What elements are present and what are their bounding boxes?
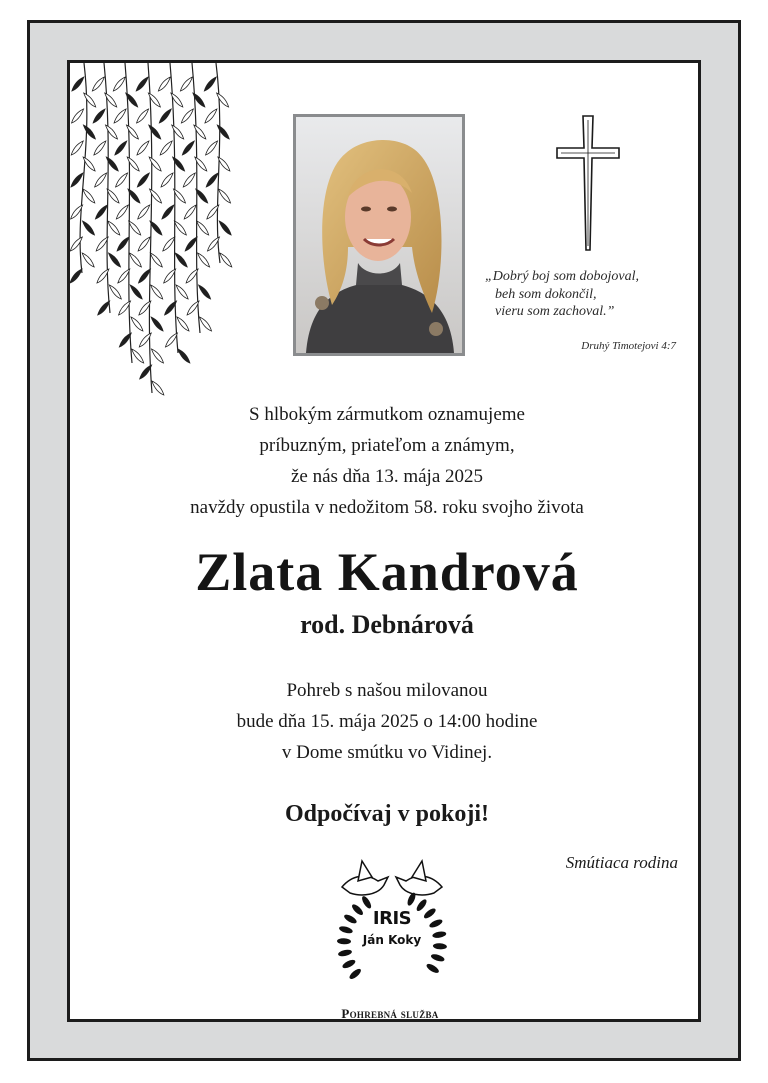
- outer-frame: [27, 20, 741, 1061]
- farewell-text: Odpočívaj v pokoji!: [284, 801, 490, 827]
- announcement-line: že nás dňa 13. mája 2025: [290, 466, 484, 487]
- announcement-line: navždy opustila v nedožitom 58. roku svojho života: [190, 497, 584, 518]
- maiden-name: rod. Debnárová: [300, 610, 474, 639]
- verse-line: „Dobrý boj som dobojoval,: [485, 269, 639, 284]
- announcement-text: [70, 399, 704, 523]
- funeral-details: [70, 675, 704, 768]
- verse-line: vieru som zachoval.”: [495, 304, 615, 319]
- obituary-card: [67, 60, 701, 1022]
- funeral-line: bude dňa 15. mája 2025 o 14:00 hodine: [236, 711, 538, 732]
- verse-reference: Druhý Timotejovi 4:7: [581, 340, 676, 352]
- funeral-service-logo: [322, 851, 462, 1031]
- cross-icon: [554, 114, 624, 254]
- announcement-line: S hlbokým zármutkom oznamujeme: [249, 404, 525, 425]
- funeral-service-name: Pohrebná služba: [341, 1006, 439, 1021]
- funeral-line: Pohreb s našou milovanou: [286, 680, 488, 701]
- verse-line: beh som dokončil,: [495, 286, 597, 302]
- logo-subtitle: Ján Koky: [362, 933, 422, 947]
- portrait-photo: [293, 114, 465, 356]
- deceased-name: Zlata Kandrová: [195, 542, 579, 602]
- bible-verse: [485, 268, 690, 321]
- funeral-line: v Dome smútku vo Vidinej.: [281, 742, 493, 763]
- announcement-line: príbuzným, priateľom a známym,: [259, 435, 515, 456]
- logo-title: IRIS: [372, 908, 412, 929]
- willow-branches-illustration: [70, 63, 250, 403]
- family-signature: Smútiaca rodina: [565, 853, 678, 872]
